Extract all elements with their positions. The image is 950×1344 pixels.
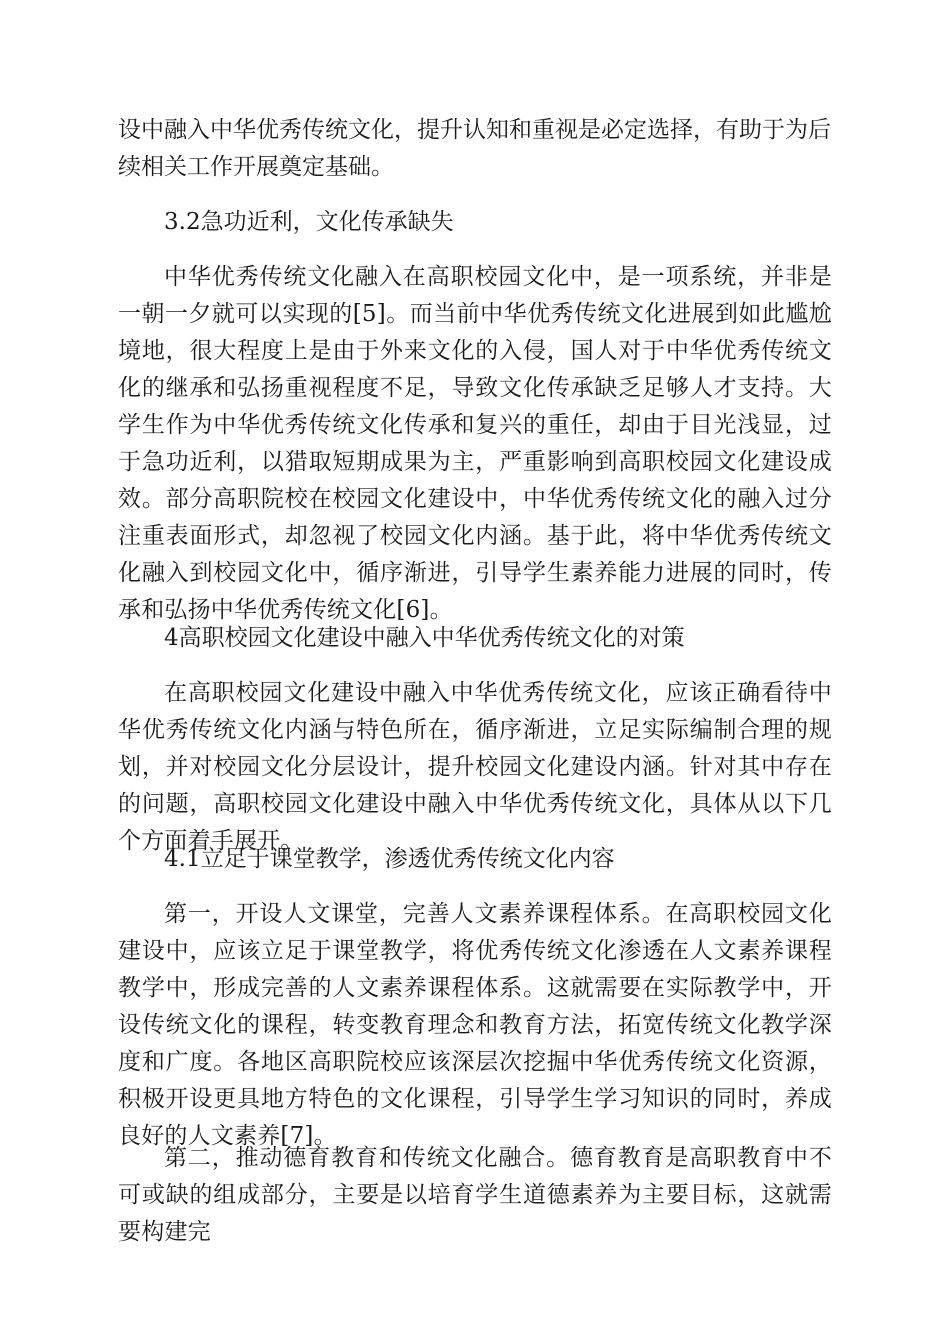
section-heading-4: 4高职校园文化建设中融入中华优秀传统文化的对策 (164, 625, 685, 651)
paragraph-4-1-first: 第一，开设人文课堂，完善人文素养课程体系。在高职校园文化建设中，应该立足于课堂教学，将优秀传统文化渗透在人文素养课程教学中，形成完善的人文素养课程体系。这就需要在实际教学中，开设传统文化的课程，转变教育理念和教育方法，拓宽传统文化教学深度和广度。各地区高职院校应该深层次挖掘中华优秀传统文化资源，积极开设更具地方特色的文化课程，引导学生学习知识的同时，养成良好的人文素养[7]。 (118, 901, 832, 1149)
paragraph-4-1-second: 第二，推动德育教育和传统文化融合。德育教育是高职教育中不可或缺的组成部分，主要是以培育学生道德素养为主要目标，这就需要构建完 (118, 1145, 832, 1245)
section-heading-3-2: 3.2急功近利，文化传承缺失 (164, 209, 454, 235)
paragraph-3-2-body: 中华优秀传统文化融入在高职校园文化中，是一项系统，并非是一朝一夕就可以实现的[5]。而当前中华优秀传统文化进展到如此尴尬境地，很大程度上是由于外来文化的入侵，国人对于中华优秀传统文化的继承和弘扬重视程度不足，导致文化传承缺乏足够人才支持。大学生作为中华优秀传统文化传承和复兴的重任，却由于目光浅显，过于急功近利，以猎取短期成果为主，严重影响到高职校园文化建设成效。部分高职院校在校园文化建设中，中华优秀传统文化的融入过分注重表面形式，却忽视了校园文化内涵。基于此，将中华优秀传统文化融入到校园文化中，循序渐进，引导学生素养能力进展的同时，传承和弘扬中华优秀传统文化[6]。 (118, 264, 832, 623)
paragraph-continuation: 设中融入中华优秀传统文化，提升认知和重视是必定选择，有助于为后续相关工作开展奠定基础。 (118, 117, 831, 180)
section-heading-4-1: 4.1立足于课堂教学，渗透优秀传统文化内容 (164, 846, 615, 872)
paragraph-4-intro: 在高职校园文化建设中融入中华优秀传统文化，应该正确看待中华优秀传统文化内涵与特色所在，循序渐进，立足实际编制合理的规划，并对校园文化分层设计，提升校园文化建设内涵。针对其中存在的问题，高职校园文化建设中融入中华优秀传统文化，具体从以下几个方面着手展开。 (118, 680, 832, 854)
